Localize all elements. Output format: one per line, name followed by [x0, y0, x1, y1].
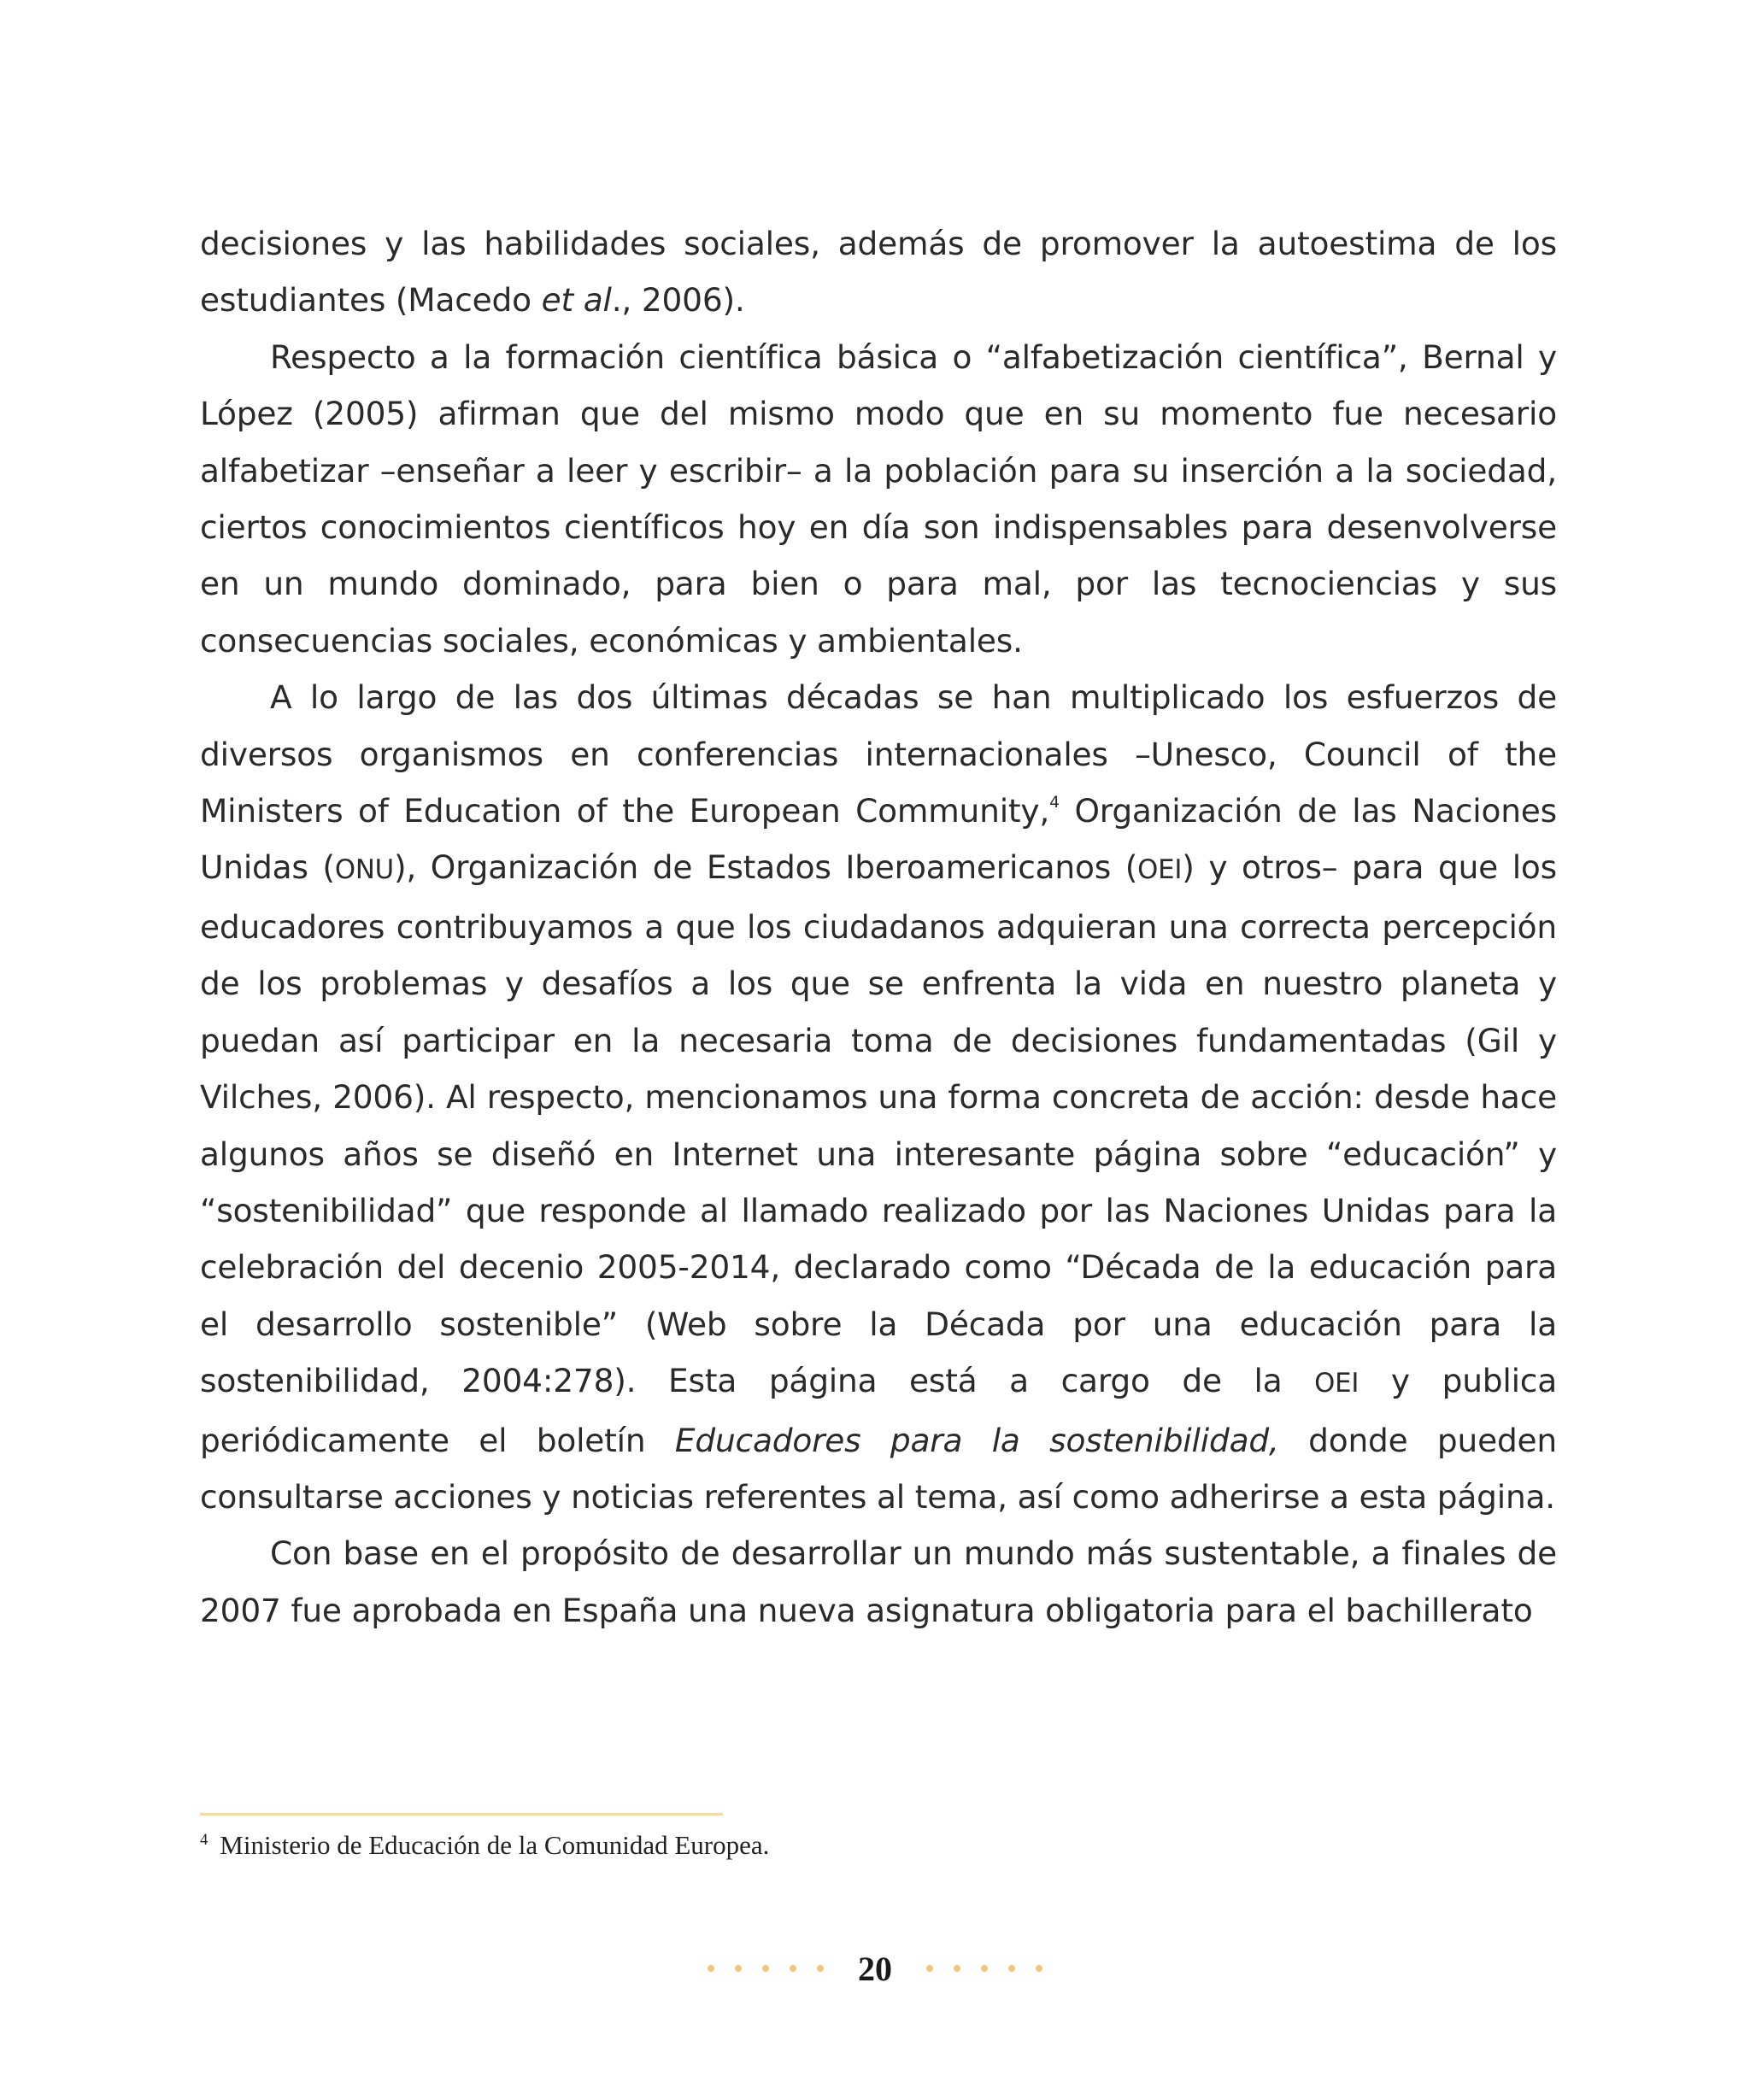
- footnote-text: Ministerio de Educación de la Comunidad Europea.: [220, 1830, 770, 1861]
- acronym-onu: ONU: [334, 854, 394, 886]
- footnote-divider: [200, 1813, 723, 1816]
- page-footer: [0, 1943, 1750, 1994]
- left-dots-ornament: [708, 1965, 824, 1972]
- acronym-oei: OEI: [1137, 854, 1183, 886]
- dot-icon: [817, 1965, 824, 1972]
- paragraph-4: Con base en el propósito de desarrollar un mundo más sustentable, a finales de 2007 fue aprobada en España una nueva asignatura obligatoria para el bachillerato: [200, 1534, 1557, 1629]
- paragraph-1-text-end: ., 2006).: [611, 281, 745, 320]
- dot-icon: [981, 1965, 988, 1972]
- paragraph-1-italic: et al: [541, 281, 612, 320]
- dot-icon: [790, 1965, 796, 1972]
- paragraph-3: [200, 669, 1557, 1525]
- dot-icon: [735, 1965, 742, 1972]
- dot-icon: [1036, 1965, 1042, 1972]
- dot-icon: [1008, 1965, 1015, 1972]
- paragraph-1-text: decisiones y las habilidades sociales, además de promover la autoestima de los estudiantes (Macedo: [200, 225, 1557, 320]
- acronym-oei-2: OEI: [1314, 1368, 1359, 1399]
- dot-icon: [926, 1965, 933, 1972]
- paragraph-2: Respecto a la formación científica básica o “alfabetización científica”, Bernal y López (2005) afirman que del mismo modo que en su momento fue necesario alfabetizar –enseñar a leer y escribir– a la población para su inserción a la sociedad, ciertos conocimientos científicos hoy en día son indispensables para desenvolverse en un mundo dominado, para bien o para mal, por las tecnociencias y sus consecuencias sociales, económicas y ambientales.: [200, 337, 1557, 660]
- paragraph-3-text-e: y publica periódicamente el boletín: [200, 1362, 1557, 1459]
- paragraph-3-text-d: ) y otros– para que los educadores contribuyamos a que los ciudadanos adquieran una correcta percepción de los problemas y desafíos a los que se enfrenta la vida en nuestro planeta y puedan así participar en la necesaria toma de decisiones fundamentadas (Gil y Vilches, 2006). Al respecto, mencionamos una forma concreta de acción: desde hace algunos años se diseñó en Internet una interesante página sobre “educación” y “sostenibilidad” que responde al llamado realizado por las Naciones Unidas para la celebración del decenio 2005-2014, declarado como “Década de la educación para el desarrollo sostenible” (Web sobre la Década por una educación para la sostenibilidad, 2004:278). Esta página está a cargo de la: [200, 848, 1557, 1400]
- paragraph-3-text-c: ), Organización de Estados Iberoamericanos (: [393, 848, 1138, 887]
- footnote-reference[interactable]: 4: [1049, 794, 1060, 812]
- dot-icon: [762, 1965, 769, 1972]
- body-text: [200, 215, 1557, 1639]
- dot-icon: [954, 1965, 960, 1972]
- bulletin-title: Educadores para la sostenibilidad,: [674, 1421, 1279, 1459]
- dot-icon: [708, 1965, 714, 1972]
- paragraph-3-text-a: A lo largo de las dos últimas décadas se han multiplicado los esfuerzos de diversos organismos en conferencias internacionales –Unesco, Council of the Ministers of Education of the European Community,: [200, 678, 1557, 830]
- right-dots-ornament: [926, 1965, 1042, 1972]
- paragraph-3-text-b: Organización de las Naciones Unidas (: [200, 792, 1557, 887]
- paragraph-3-text-f: donde pueden consultarse acciones y noticias referentes al tema, así como adherirse a esta página.: [200, 1421, 1557, 1516]
- page-number: 20: [858, 1949, 892, 1988]
- footnote-marker: 4: [200, 1831, 208, 1849]
- footnote: [200, 1821, 1482, 1864]
- paragraph-1: [200, 215, 1557, 329]
